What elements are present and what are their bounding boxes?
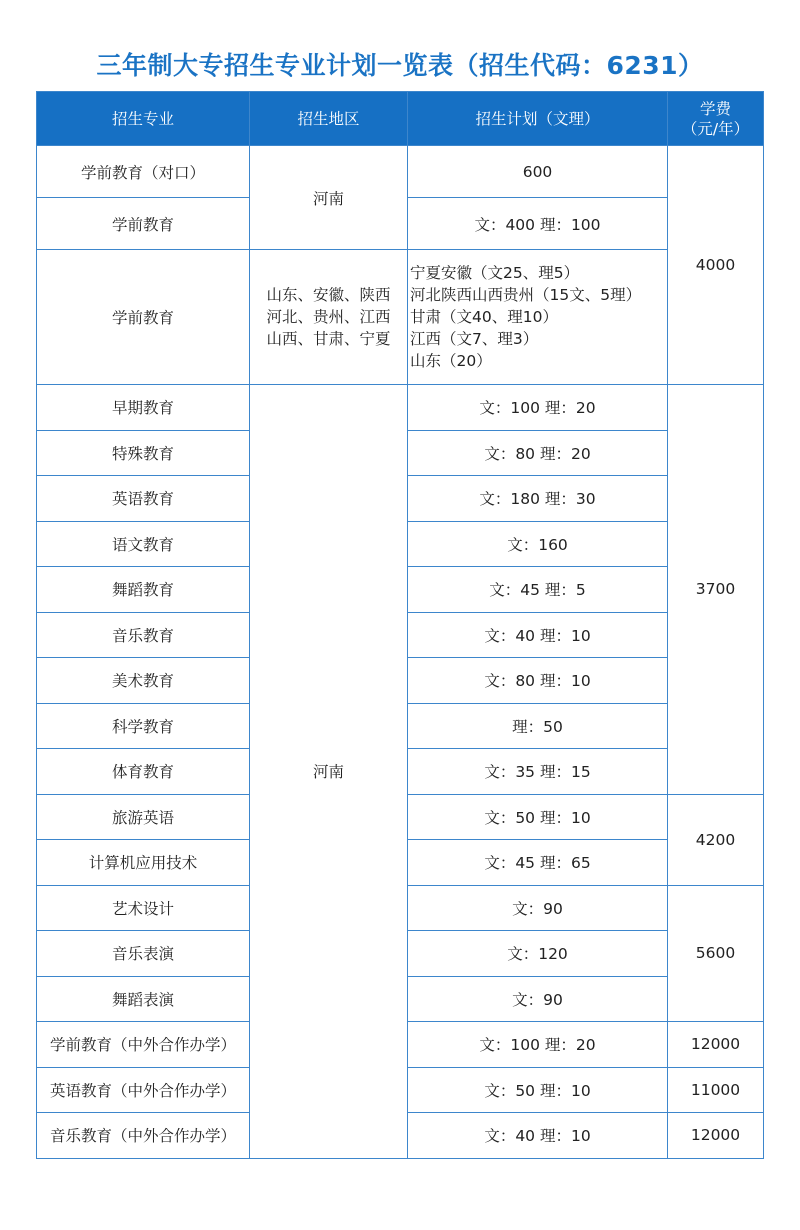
major-cell: 计算机应用技术 — [37, 840, 250, 886]
plan-cell: 理：50 — [408, 703, 668, 749]
plan-cell: 文：400 理：100 — [408, 198, 668, 250]
major-cell: 舞蹈教育 — [37, 567, 250, 613]
region-cell — [250, 250, 408, 385]
header-fee-line1: 学费 — [699, 99, 731, 118]
header-fee — [668, 92, 764, 146]
plan-cell: 文：100 理：20 — [408, 385, 668, 431]
major-cell: 学前教育（对口） — [37, 146, 250, 198]
major-cell: 艺术设计 — [37, 885, 250, 931]
major-cell: 学前教育（中外合作办学） — [37, 1022, 250, 1068]
plan-cell: 文：80 理：10 — [408, 658, 668, 704]
major-cell: 舞蹈表演 — [37, 976, 250, 1022]
plan-cell: 文：90 — [408, 885, 668, 931]
region-line: 山东、安徽、陕西 — [266, 286, 391, 304]
major-cell: 音乐表演 — [37, 931, 250, 977]
plan-cell: 文：120 — [408, 931, 668, 977]
fee-cell: 5600 — [668, 885, 764, 1022]
plan-cell: 文：50 理：10 — [408, 1067, 668, 1113]
header-fee-line2: （元/年） — [681, 119, 750, 138]
fee-cell: 3700 — [668, 385, 764, 795]
major-cell: 音乐教育（中外合作办学） — [37, 1113, 250, 1159]
major-cell: 音乐教育 — [37, 612, 250, 658]
major-cell: 学前教育 — [37, 250, 250, 385]
fee-cell: 12000 — [668, 1113, 764, 1159]
table-row — [37, 250, 764, 385]
plan-cell: 文：40 理：10 — [408, 1113, 668, 1159]
header-plan: 招生计划（文理） — [408, 92, 668, 146]
fee-cell: 12000 — [668, 1022, 764, 1068]
major-cell: 科学教育 — [37, 703, 250, 749]
major-cell: 学前教育 — [37, 198, 250, 250]
major-cell: 特殊教育 — [37, 430, 250, 476]
plan-cell: 文：160 — [408, 521, 668, 567]
plan-cell: 文：180 理：30 — [408, 476, 668, 522]
fee-cell: 4000 — [668, 146, 764, 385]
enrollment-plan-table — [36, 91, 764, 1159]
fee-cell: 4200 — [668, 794, 764, 885]
major-cell: 体育教育 — [37, 749, 250, 795]
plan-cell: 文：50 理：10 — [408, 794, 668, 840]
major-cell: 旅游英语 — [37, 794, 250, 840]
plan-cell: 文：100 理：20 — [408, 1022, 668, 1068]
plan-cell — [408, 250, 668, 385]
fee-cell: 11000 — [668, 1067, 764, 1113]
table-row — [37, 385, 764, 431]
plan-cell: 文：35 理：15 — [408, 749, 668, 795]
major-cell: 美术教育 — [37, 658, 250, 704]
plan-line: 甘肃（文40、理10） — [410, 308, 558, 326]
plan-cell: 600 — [408, 146, 668, 198]
plan-line: 山东（20） — [410, 352, 492, 370]
major-cell: 英语教育 — [37, 476, 250, 522]
region-line: 山西、甘肃、宁夏 — [266, 330, 391, 348]
plan-cell: 文：90 — [408, 976, 668, 1022]
table-row — [37, 146, 764, 198]
header-major: 招生专业 — [37, 92, 250, 146]
plan-cell: 文：45 理：65 — [408, 840, 668, 886]
plan-line: 江西（文7、理3） — [410, 330, 539, 348]
major-cell: 早期教育 — [37, 385, 250, 431]
plan-cell: 文：80 理：20 — [408, 430, 668, 476]
plan-cell: 文：40 理：10 — [408, 612, 668, 658]
region-line: 河北、贵州、江西 — [266, 308, 391, 326]
major-cell: 语文教育 — [37, 521, 250, 567]
plan-line: 河北陕西山西贵州（15文、5理） — [410, 286, 642, 304]
plan-cell: 文：45 理：5 — [408, 567, 668, 613]
plan-line: 宁夏安徽（文25、理5） — [410, 264, 580, 282]
page-title: 三年制大专招生专业计划一览表（招生代码：6231） — [96, 51, 704, 80]
header-region: 招生地区 — [250, 92, 408, 146]
region-cell: 河南 — [250, 385, 408, 1159]
major-cell: 英语教育（中外合作办学） — [37, 1067, 250, 1113]
region-cell: 河南 — [250, 146, 408, 250]
header-row — [37, 92, 764, 146]
